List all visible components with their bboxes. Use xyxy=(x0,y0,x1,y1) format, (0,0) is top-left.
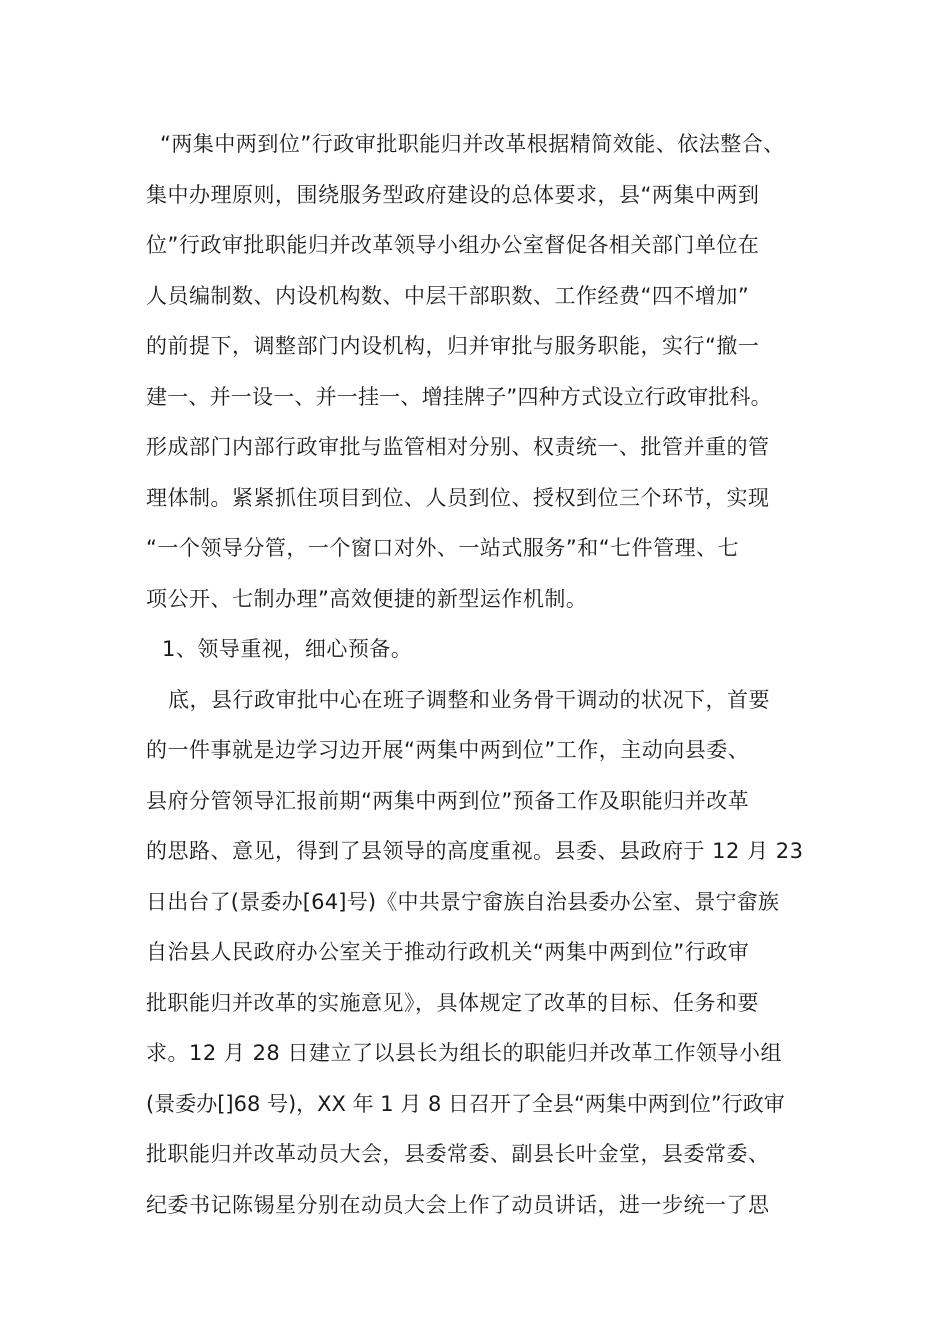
text-line: 人员编制数、内设机构数、中层干部职数、工作经费“四不增加” xyxy=(146,283,750,308)
text-line: 批职能归并改革的实施意见》，具体规定了改革的目标、任务和要 xyxy=(146,990,759,1015)
text-line: “两集中两到位”行政审批职能归并改革根据精简效能、依法整合、 xyxy=(160,132,785,156)
text-line: 的思路、意见，得到了县领导的高度重视。县委、县政府于 12 月 23 xyxy=(146,839,804,863)
text-line: 集中办理原则，围绕服务型政府建设的总体要求，县“两集中两到 xyxy=(146,182,760,207)
text-line: 求。12 月 28 日建立了以县长为组长的职能归并改革工作领导小组 xyxy=(146,1041,782,1065)
text-line: 纪委书记陈锡星分别在动员大会上作了动员讲话，进一步统一了思 xyxy=(146,1192,770,1217)
text-line: 形成部门内部行政审批与监管相对分别、权责统一、批管并重的管 xyxy=(146,435,770,459)
text-line: (景委办[]68 号)，XX 年 1 月 8 日召开了全县“两集中两到位”行政审 xyxy=(146,1091,785,1116)
text-line: 理体制。紧紧抓住项目到位、人员到位、授权到位三个环节，实现 xyxy=(146,485,770,510)
text-line: 建一、并一设一、并一挂一、增挂牌子”四种方式设立行政审批科。 xyxy=(146,384,772,409)
text-line: “一个领导分管，一个窗口对外、一站式服务”和“七件管理、七 xyxy=(146,536,740,560)
text-line: 位”行政审批职能归并改革领导小组办公室督促各相关部门单位在 xyxy=(146,233,760,257)
text-line: 自治县人民政府办公室关于推动行政机关“两集中两到位”行政审 xyxy=(146,940,750,964)
text-line: 项公开、七制办理”高效便捷的新型运作机制。 xyxy=(146,586,588,611)
document-body xyxy=(146,119,826,1230)
text-line: 批职能归并改革动员大会，县委常委、副县长叶金堂，县委常委、 xyxy=(146,1142,770,1166)
text-line: 的一件事就是边学习边开展“两集中两到位”工作，主动向县委、 xyxy=(146,738,750,762)
text-line: 的前提下，调整部门内设机构，归并审批与服务职能，实行“撤一 xyxy=(146,334,760,358)
text-line: 县府分管领导汇报前期“两集中两到位”预备工作及职能归并改革 xyxy=(146,788,750,813)
section-heading: 1、领导重视，细心预备。 xyxy=(162,637,413,661)
text-line: 日出台了(景委办[64]号)《中共景宁畲族自治县委办公室、景宁畲族 xyxy=(146,889,780,914)
text-line: 底，县行政审批中心在班子调整和业务骨干调动的状况下，首要 xyxy=(168,687,770,712)
